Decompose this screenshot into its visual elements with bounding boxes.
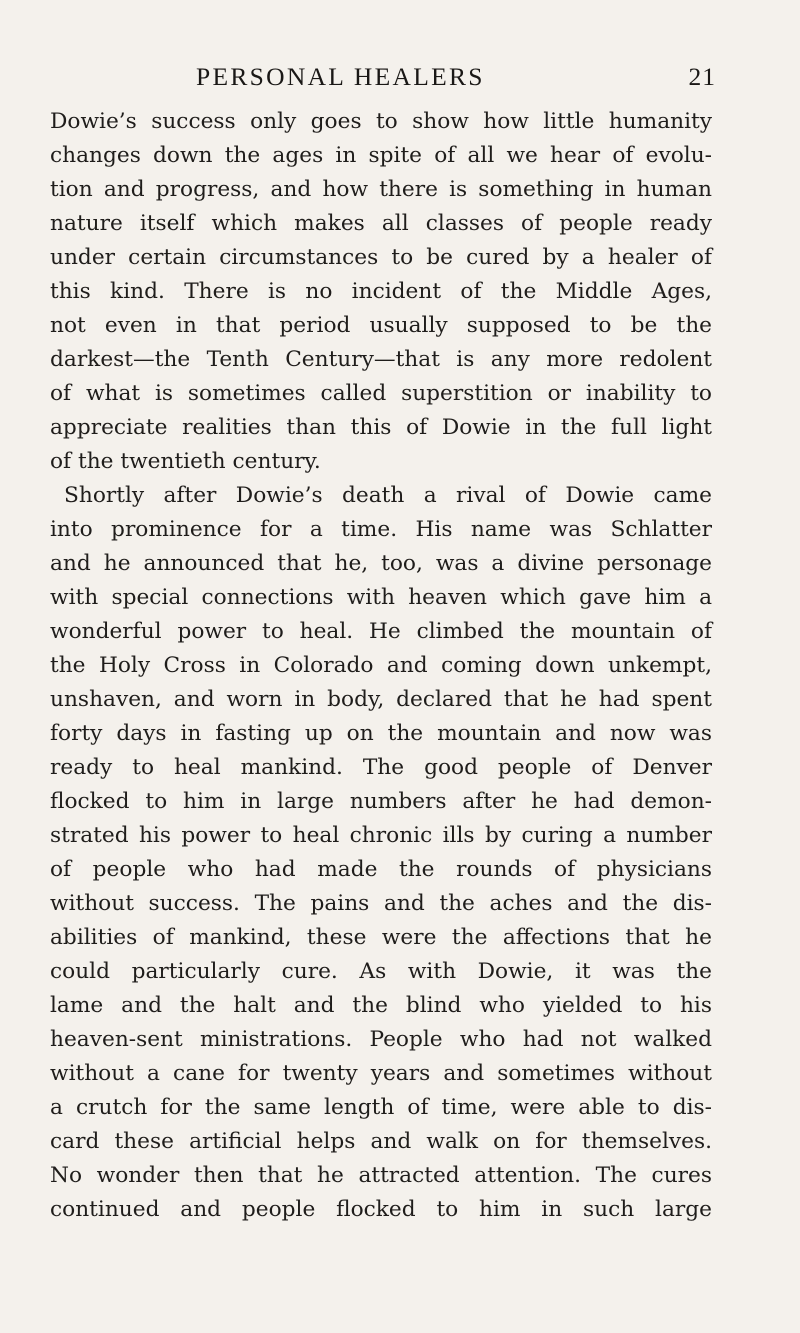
text-line: card these artificial helps and walk on for themselves. — [50, 1129, 712, 1154]
text-line: the Holy Cross in Colorado and coming down unkempt, — [50, 653, 712, 678]
text-line: of people who had made the rounds of physicians — [50, 857, 712, 882]
text-line: unshaven, and worn in body, declared that he had spent — [50, 687, 712, 712]
text-line: could particularly cure. As with Dowie, it was the — [50, 959, 712, 984]
text-line: flocked to him in large numbers after he had demon- — [50, 789, 712, 814]
text-line: of the twentieth century. — [50, 449, 321, 474]
text-line: heaven-sent ministrations. People who had not walked — [50, 1027, 712, 1052]
text-line: of what is sometimes called superstition or inability to — [50, 381, 712, 406]
text-line: continued and people flocked to him in such large — [50, 1197, 712, 1222]
text-line: darkest—the Tenth Century—that is any more redolent — [50, 347, 712, 372]
text-line: not even in that period usually supposed to be the — [50, 313, 712, 338]
text-line: a crutch for the same length of time, were able to dis- — [50, 1095, 712, 1120]
text-line: this kind. There is no incident of the Middle Ages, — [50, 279, 712, 304]
text-line: nature itself which makes all classes of people ready — [50, 211, 712, 236]
text-line: ready to heal mankind. The good people of Denver — [50, 755, 712, 780]
text-line: tion and progress, and how there is something in human — [50, 177, 712, 202]
text-line: under certain circumstances to be cured by a healer of — [50, 245, 712, 270]
page-number: 21 — [688, 62, 716, 91]
text-line: abilities of mankind, these were the affections that he — [50, 925, 712, 950]
text-line: forty days in fasting up on the mountain and now was — [50, 721, 712, 746]
text-line: Shortly after Dowie’s death a rival of Dowie came — [64, 483, 712, 508]
text-line: and he announced that he, too, was a divine personage — [50, 551, 712, 576]
text-line: with special connections with heaven which gave him a — [50, 585, 712, 610]
text-line: into prominence for a time. His name was Schlatter — [50, 517, 712, 542]
text-line: strated his power to heal chronic ills by curing a number — [50, 823, 712, 848]
text-line: lame and the halt and the blind who yielded to his — [50, 993, 712, 1018]
text-line: changes down the ages in spite of all we hear of evolu- — [50, 143, 712, 168]
body-text — [50, 105, 712, 1227]
text-line: without a cane for twenty years and sometimes without — [50, 1061, 712, 1086]
text-line: appreciate realities than this of Dowie in the full light — [50, 415, 712, 440]
text-line: without success. The pains and the aches and the dis- — [50, 891, 712, 916]
running-head-title: PERSONAL HEALERS — [196, 62, 485, 91]
text-line: wonderful power to heal. He climbed the mountain of — [50, 619, 712, 644]
text-line: No wonder then that he attracted attention. The cures — [50, 1163, 712, 1188]
text-line: Dowie’s success only goes to show how little humanity — [50, 109, 712, 134]
running-head — [196, 62, 716, 96]
